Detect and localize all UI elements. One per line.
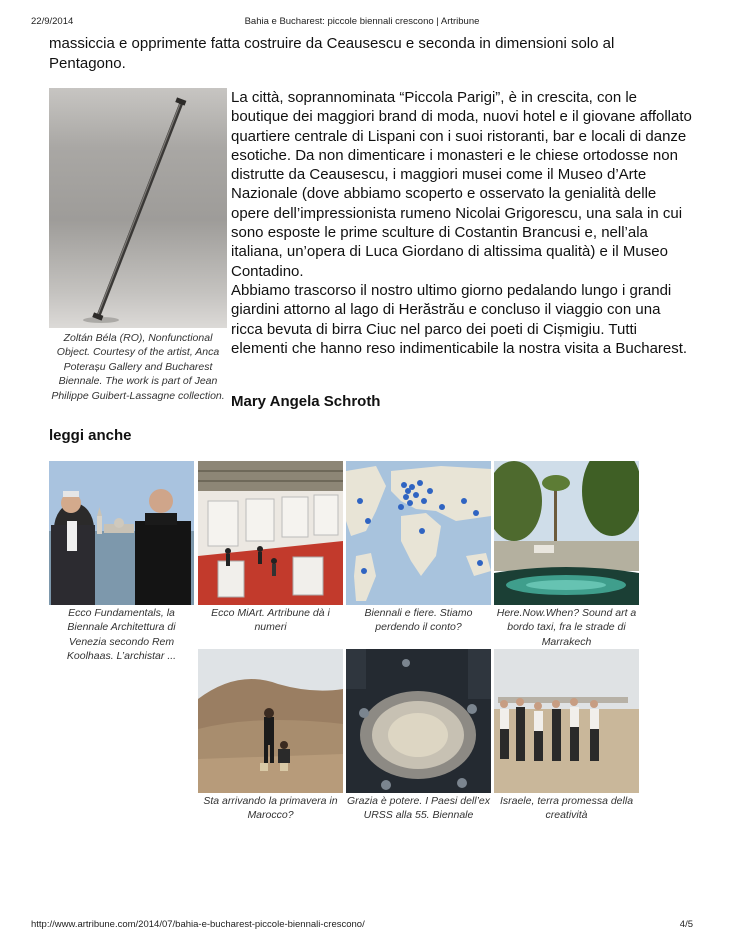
related-card-title[interactable]: Grazia è potere. I Paesi dell’ex URSS alla 55. Biennale [347, 795, 490, 822]
related-thumbnail[interactable] [346, 461, 491, 605]
article-body [231, 88, 693, 358]
article-lead-text: massiccia e opprimente fatta costruire da Ceausescu e seconda in dimensioni solo al Pentagono. [49, 35, 615, 72]
article-paragraph: Abbiamo trascorso il nostro ultimo giorno pedalando lungo i grandi giardini attorno al lago di Herăstrău e concluso il viaggio con una ricca bevuta di birra Ciuc nel parco dei poeti di Cișmigiu. Tutti elementi che hanno reso indimenticabile la nostra visita a Bucharest. [231, 281, 688, 357]
related-card[interactable] [494, 649, 639, 823]
related-thumbnail[interactable] [494, 649, 639, 793]
related-thumbnail[interactable] [198, 649, 343, 793]
related-card[interactable] [346, 461, 491, 635]
print-footer [31, 919, 693, 933]
print-header [31, 16, 693, 30]
related-card-title[interactable]: Here.Now.When? Sound art a bordo taxi, fra le strade di Marrakech [496, 607, 637, 648]
page-counter: 4/5 [679, 919, 693, 930]
related-card[interactable] [198, 461, 343, 635]
article-paragraph: La città, soprannominata “Piccola Parigi”, è in crescita, con le boutique dei maggiori brand di moda, nuovi hotel e il giovane affollato quartiere centrale di Lispani con i suoi ristoranti, bar e locali di danze esotiche. Da non dimenticare i monasteri e le chiese ortodosse non distrutte da Ceausescu, i maggiori musei come il Museo d’Arte Nazionale (dove abbiamo scoperto e osservato la genialità delle opere dell’impressionista rumeno Nicolai Grigorescu, una sala in cui sono esposte le prime sculture di Costantin Brancusi e, nell’ala italiana, un’opera di Luca Giordano di altissima qualità) e il Museo Contadino. [231, 89, 692, 280]
related-card-title[interactable]: Israele, terra promessa della creatività [499, 795, 634, 822]
artwork-photo [49, 88, 227, 328]
related-card[interactable] [494, 461, 639, 649]
related-thumbnail[interactable] [198, 461, 343, 605]
related-card-title[interactable]: Sta arrivando la primavera in Marocco? [203, 795, 338, 822]
related-card[interactable] [49, 461, 194, 664]
related-card-title[interactable]: Ecco MiArt. Artribune dà i numeri [211, 607, 330, 634]
article-author: Mary Angela Schroth [231, 393, 381, 410]
page-url-link[interactable]: http://www.artribune.com/2014/07/bahia-e-bucharest-piccole-biennali-crescono/ [31, 919, 365, 930]
related-card-title[interactable]: Biennali e fiere. Stiamo perdendo il conto? [364, 607, 473, 634]
related-card-title[interactable]: Ecco Fundamentals, la Biennale Architettura di Venezia secondo Rem Koolhaas. L’archistar ... [66, 607, 177, 663]
artwork-caption: Zoltán Béla (RO), Nonfunctional Object. Courtesy of the artist, Anca Poterașu Gallery and Bucharest Biennale. The work is part of Jean Philippe Guibert-Lassagne collection. [51, 332, 225, 402]
artwork-figure [49, 88, 227, 403]
related-thumbnail[interactable] [49, 461, 194, 605]
related-section-title: leggi anche [49, 427, 132, 444]
print-page-title: Bahia e Bucharest: piccole biennali crescono | Artribune [244, 16, 480, 27]
related-card[interactable] [198, 649, 343, 823]
related-thumbnail[interactable] [494, 461, 639, 605]
related-thumbnail[interactable] [346, 649, 491, 793]
print-date: 22/9/2014 [31, 16, 74, 27]
related-card[interactable] [346, 649, 491, 823]
